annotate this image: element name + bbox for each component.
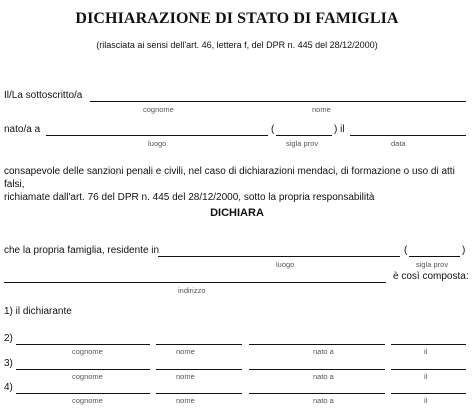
birth-paren-open: ( [271, 124, 275, 135]
member-row-date-field[interactable] [391, 344, 466, 345]
statement-paragraph [4, 165, 472, 204]
birth-place-field[interactable] [46, 135, 268, 136]
member-row-number: 4) [4, 382, 13, 393]
birth-place-caption: luogo [148, 139, 167, 148]
form-subtitle: (rilasciata ai sensi dell'art. 46, lettera f, del DPR n. 445 del 28/12/2000) [96, 40, 378, 50]
residence-paren-open: ( [404, 245, 408, 256]
member-row-birthplace-caption: nato a [313, 347, 334, 356]
member-row-name-caption: nome [176, 372, 195, 381]
member-row-birthplace-caption: nato a [313, 396, 334, 405]
residence-province-field[interactable] [409, 256, 460, 257]
form-title: DICHIARAZIONE DI STATO DI FAMIGLIA [75, 10, 399, 27]
member-row-date-field[interactable] [391, 369, 466, 370]
member-row-surname-caption: cognome [72, 396, 103, 405]
member-row-name-caption: nome [176, 347, 195, 356]
birth-label: nato/a a [4, 124, 41, 135]
declares-heading: DICHIARA [210, 207, 264, 219]
residence-address-caption: indirizzo [178, 286, 206, 295]
composition-text: è così composta: [393, 271, 469, 282]
member-row-name-caption: nome [176, 396, 195, 405]
residence-label: che la propria famiglia, residente in [4, 245, 160, 256]
member-row-birthplace-caption: nato a [313, 372, 334, 381]
declarant-name-caption: nome [312, 105, 331, 114]
member-row-birthplace-field[interactable] [249, 344, 385, 345]
member-row-birthplace-field[interactable] [249, 369, 385, 370]
member-1-declarant: 1) il dichiarante [4, 306, 72, 317]
residence-paren-close: ) [462, 245, 466, 256]
member-row-number: 2) [4, 333, 13, 344]
member-row-date-caption: il [424, 347, 428, 356]
residence-province-caption: sigla prov [416, 260, 449, 269]
statement-line-1: consapevole delle sanzioni penali e civili, nel caso di dichiarazioni mendaci, di formazione o uso di atti falsi, [4, 166, 455, 190]
member-row-date-caption: il [424, 372, 428, 381]
member-row-number: 3) [4, 358, 13, 369]
member-row-surname-field[interactable] [16, 369, 150, 370]
birth-province-caption: sigla prov [286, 139, 319, 148]
member-row-surname-field[interactable] [16, 344, 150, 345]
birth-province-field[interactable] [276, 135, 332, 136]
birth-date-field[interactable] [350, 135, 466, 136]
member-row-surname-caption: cognome [72, 347, 103, 356]
member-row-name-field[interactable] [156, 369, 242, 370]
declarant-surname-caption: cognome [143, 105, 174, 114]
member-row-name-field[interactable] [156, 344, 242, 345]
birth-date-caption: data [391, 139, 406, 148]
birth-paren-close-il: ) il [334, 124, 345, 135]
member-row-name-field[interactable] [156, 393, 242, 394]
member-row-date-caption: il [424, 396, 428, 405]
declarant-name-field[interactable] [90, 101, 466, 102]
residence-place-caption: luogo [276, 260, 295, 269]
member-row-surname-field[interactable] [16, 393, 150, 394]
residence-address-field[interactable] [4, 282, 386, 283]
declarant-label: Il/La sottoscritto/a [4, 90, 83, 101]
member-row-surname-caption: cognome [72, 372, 103, 381]
residence-place-field[interactable] [158, 256, 400, 257]
member-row-birthplace-field[interactable] [249, 393, 385, 394]
statement-line-2: richiamate dall'art. 76 del DPR n. 445 del 28/12/2000, sotto la propria responsabilità [4, 192, 375, 203]
member-row-date-field[interactable] [391, 393, 466, 394]
